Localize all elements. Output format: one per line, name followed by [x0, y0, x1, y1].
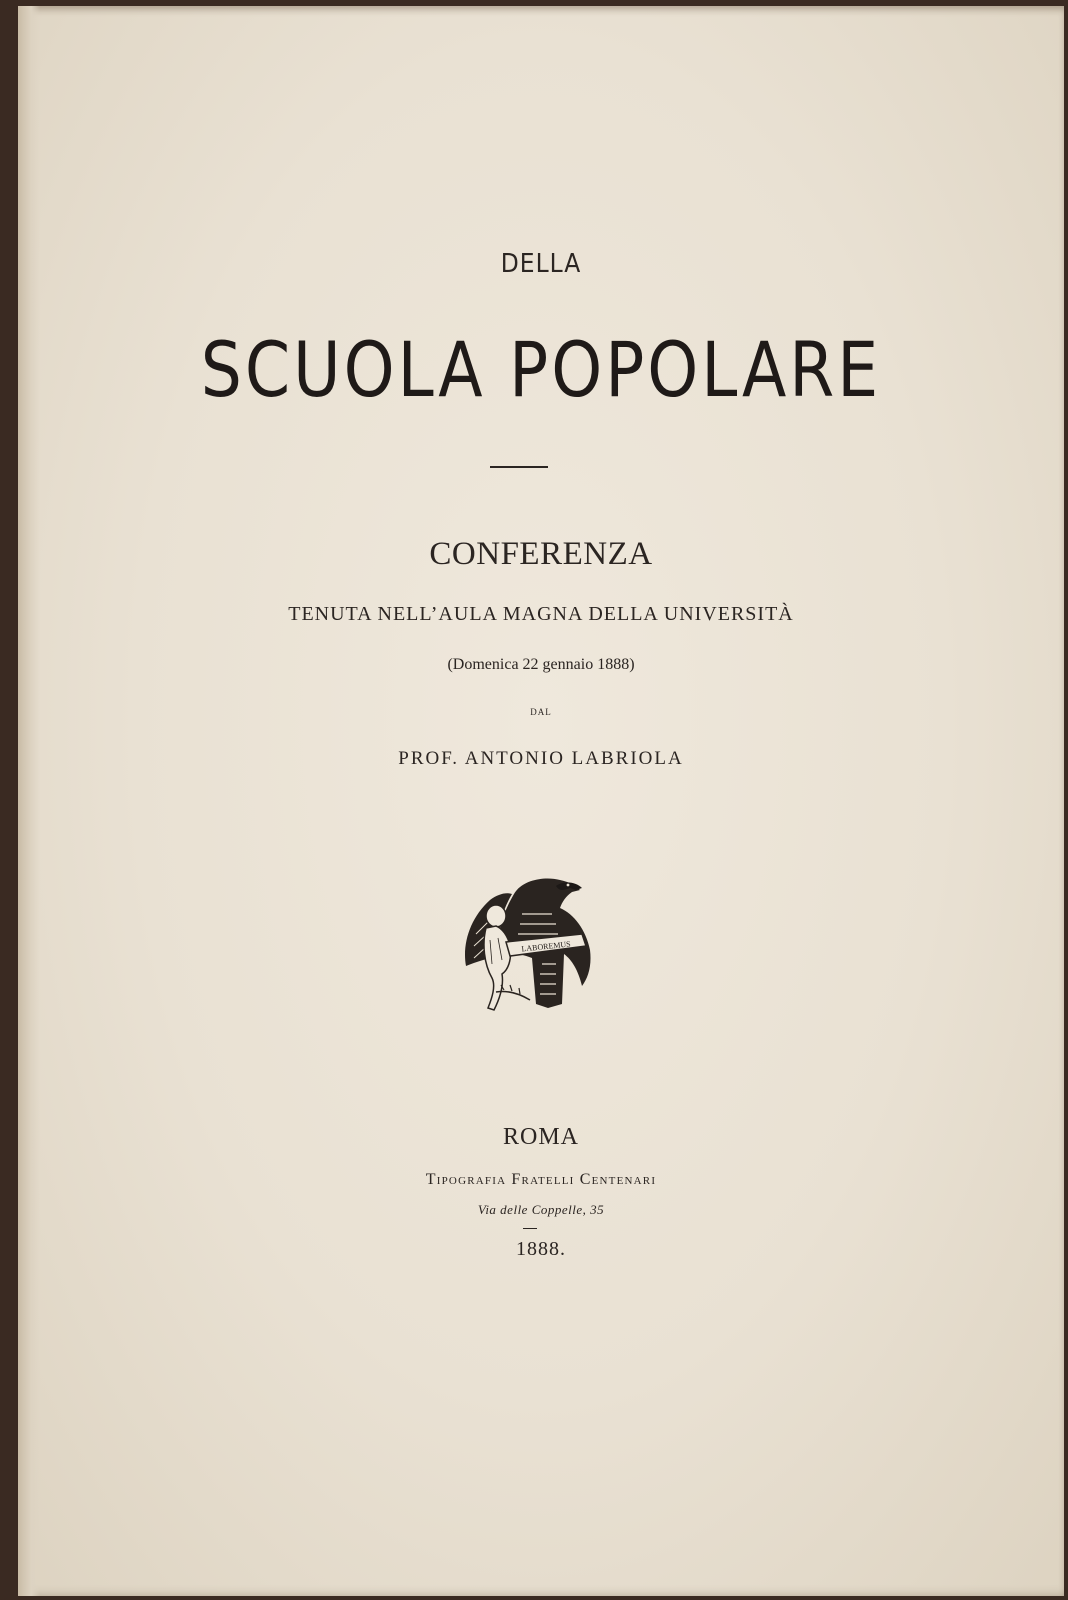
by-label: DAL [530, 707, 552, 717]
publication-city: ROMA [502, 1124, 579, 1150]
subtitle-conferenza: CONFERENZA [429, 536, 653, 572]
imprint-rule [523, 1228, 537, 1229]
printer-emblem-icon [452, 874, 602, 1018]
book-title: SCUOLA POPOLARE [200, 325, 882, 415]
author-name: PROF. ANTONIO LABRIOLA [398, 748, 684, 769]
subtitle-venue: TENUTA NELL’AULA MAGNA DELLA UNIVERSITÀ [288, 603, 794, 625]
title-rule [490, 466, 548, 468]
title-prefix: DELLA [500, 249, 582, 279]
printer-name: Tipografia Fratelli Centenari [425, 1171, 657, 1188]
emblem-motto: LABOREMUS [521, 939, 572, 954]
book-page [18, 6, 1064, 1596]
printer-address: Via delle Coppelle, 35 [477, 1202, 605, 1217]
lecture-date: (Domenica 22 gennaio 1888) [447, 656, 635, 673]
publication-year: 1888. [516, 1238, 566, 1260]
